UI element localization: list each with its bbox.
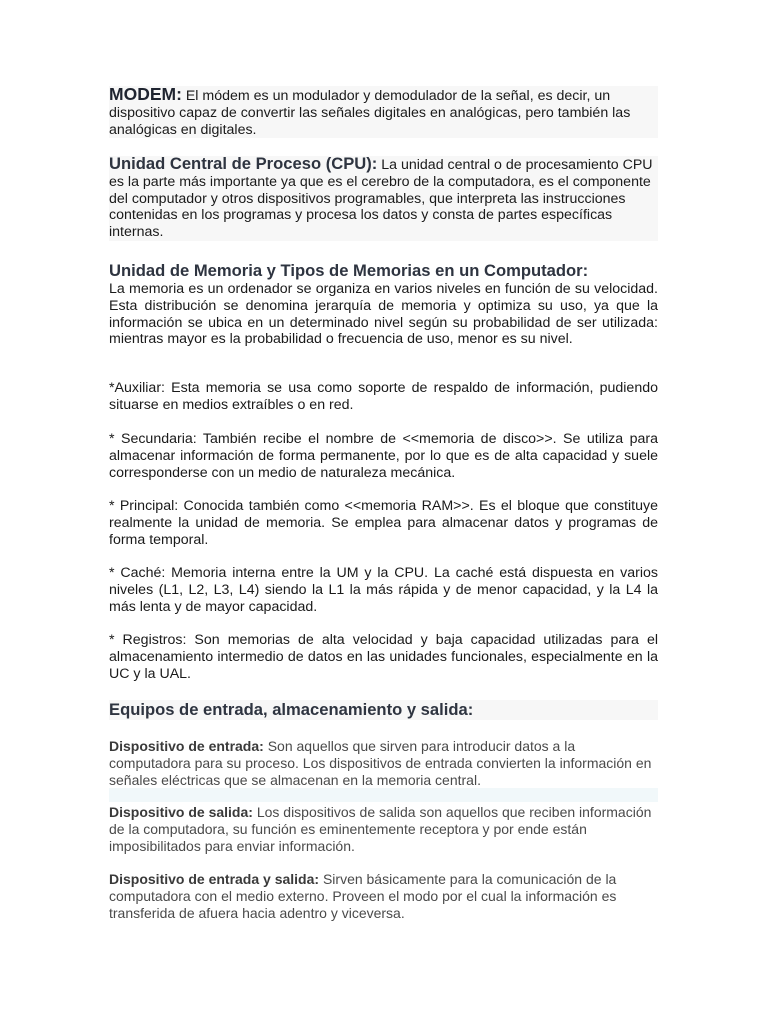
- io-device-section: [109, 871, 658, 922]
- input-device-section: [109, 738, 658, 789]
- memory-intro: La memoria es un ordenador se organiza en varios niveles en función de su velocidad. Esta distribución se denomina jerarquía de memoria y optimiza su uso, ya que la información se ubica en un determinado nivel según su probabilidad de ser utilizada: mientras mayor es la probabilidad o frecuencia de uso, menor es su nivel.: [109, 281, 658, 348]
- equipment-title: Equipos de entrada, almacenamiento y salida:: [109, 700, 474, 719]
- output-device-label: Dispositivo de salida:: [109, 804, 253, 820]
- input-device-paragraph: [109, 738, 658, 789]
- input-device-label: Dispositivo de entrada:: [109, 738, 264, 754]
- output-device-text: Los dispositivos de salida son aquellos que reciben información de la computadora, su función es eminentemente receptora y por ende están imposibilitados para enviar información.: [109, 804, 652, 854]
- memory-type-cache: * Caché: Memoria interna entre la UM y la CPU. La caché está dispuesta en varios niveles (L1, L2, L3, L4) siendo la L1 la más rápida y de menor capacidad, y la L4 la más lenta y de mayor capacidad.: [109, 565, 658, 615]
- output-device-section: [109, 804, 658, 855]
- memory-title: Unidad de Memoria y Tipos de Memorias en un Computador:: [109, 261, 589, 280]
- cpu-section: [109, 156, 658, 241]
- cpu-title: Unidad Central de Proceso (CPU):: [109, 154, 378, 173]
- memory-type-secundaria: * Secundaria: También recibe el nombre de <<memoria de disco>>. Se utiliza para almacenar información de forma permanente, por lo que es de alta capacidad y suele corresponderse con un medio de naturaleza mecánica.: [109, 431, 658, 481]
- memory-type-auxiliar: *Auxiliar: Esta memoria se usa como soporte de respaldo de información, pudiendo situarse en medios extraíbles o en red.: [109, 380, 658, 413]
- memory-type-principal: * Principal: Conocida también como <<memoria RAM>>. Es el bloque que constituye realmente la unidad de memoria. Se emplea para almacenar datos y programas de forma temporal.: [109, 498, 658, 548]
- output-device-paragraph: [109, 804, 658, 855]
- io-device-label: Dispositivo de entrada y salida:: [109, 871, 320, 887]
- modem-paragraph: [109, 86, 658, 138]
- divider-band: [109, 788, 658, 802]
- modem-text: El módem es un modulador y demodulador de la señal, es decir, un dispositivo capaz de convertir las señales digitales en analógicas, pero también las analógicas en digitales.: [109, 88, 631, 138]
- memory-section: [109, 261, 658, 348]
- memory-type-registros: * Registros: Son memorias de alta velocidad y baja capacidad utilizadas para el almacenamiento intermedio de datos en las unidades funcionales, especialmente en la UC y la UAL.: [109, 632, 658, 682]
- io-device-paragraph: [109, 871, 658, 922]
- cpu-text: La unidad central o de procesamiento CPU es la parte más importante ya que es el cerebro de la computadora, es el componente del computador y otros dispositivos programables, que interpreta las instrucciones contenidas en los programas y procesa los datos y consta de partes específicas internas.: [109, 157, 653, 241]
- modem-title: MODEM:: [109, 84, 182, 104]
- input-device-text: Son aquellos que sirven para introducir datos a la computadora para su proceso. Los dispositivos de entrada convierten la información en señales eléctricas que se almacenan en la memoria central.: [109, 738, 652, 788]
- io-device-text: Sirven básicamente para la comunicación de la computadora con el medio externo. Proveen el modo por el cual la información es transferida de afuera hacia adentro y viceversa.: [109, 871, 617, 921]
- cpu-paragraph: [109, 156, 658, 241]
- modem-section: [109, 86, 658, 138]
- equipment-header: [109, 700, 658, 720]
